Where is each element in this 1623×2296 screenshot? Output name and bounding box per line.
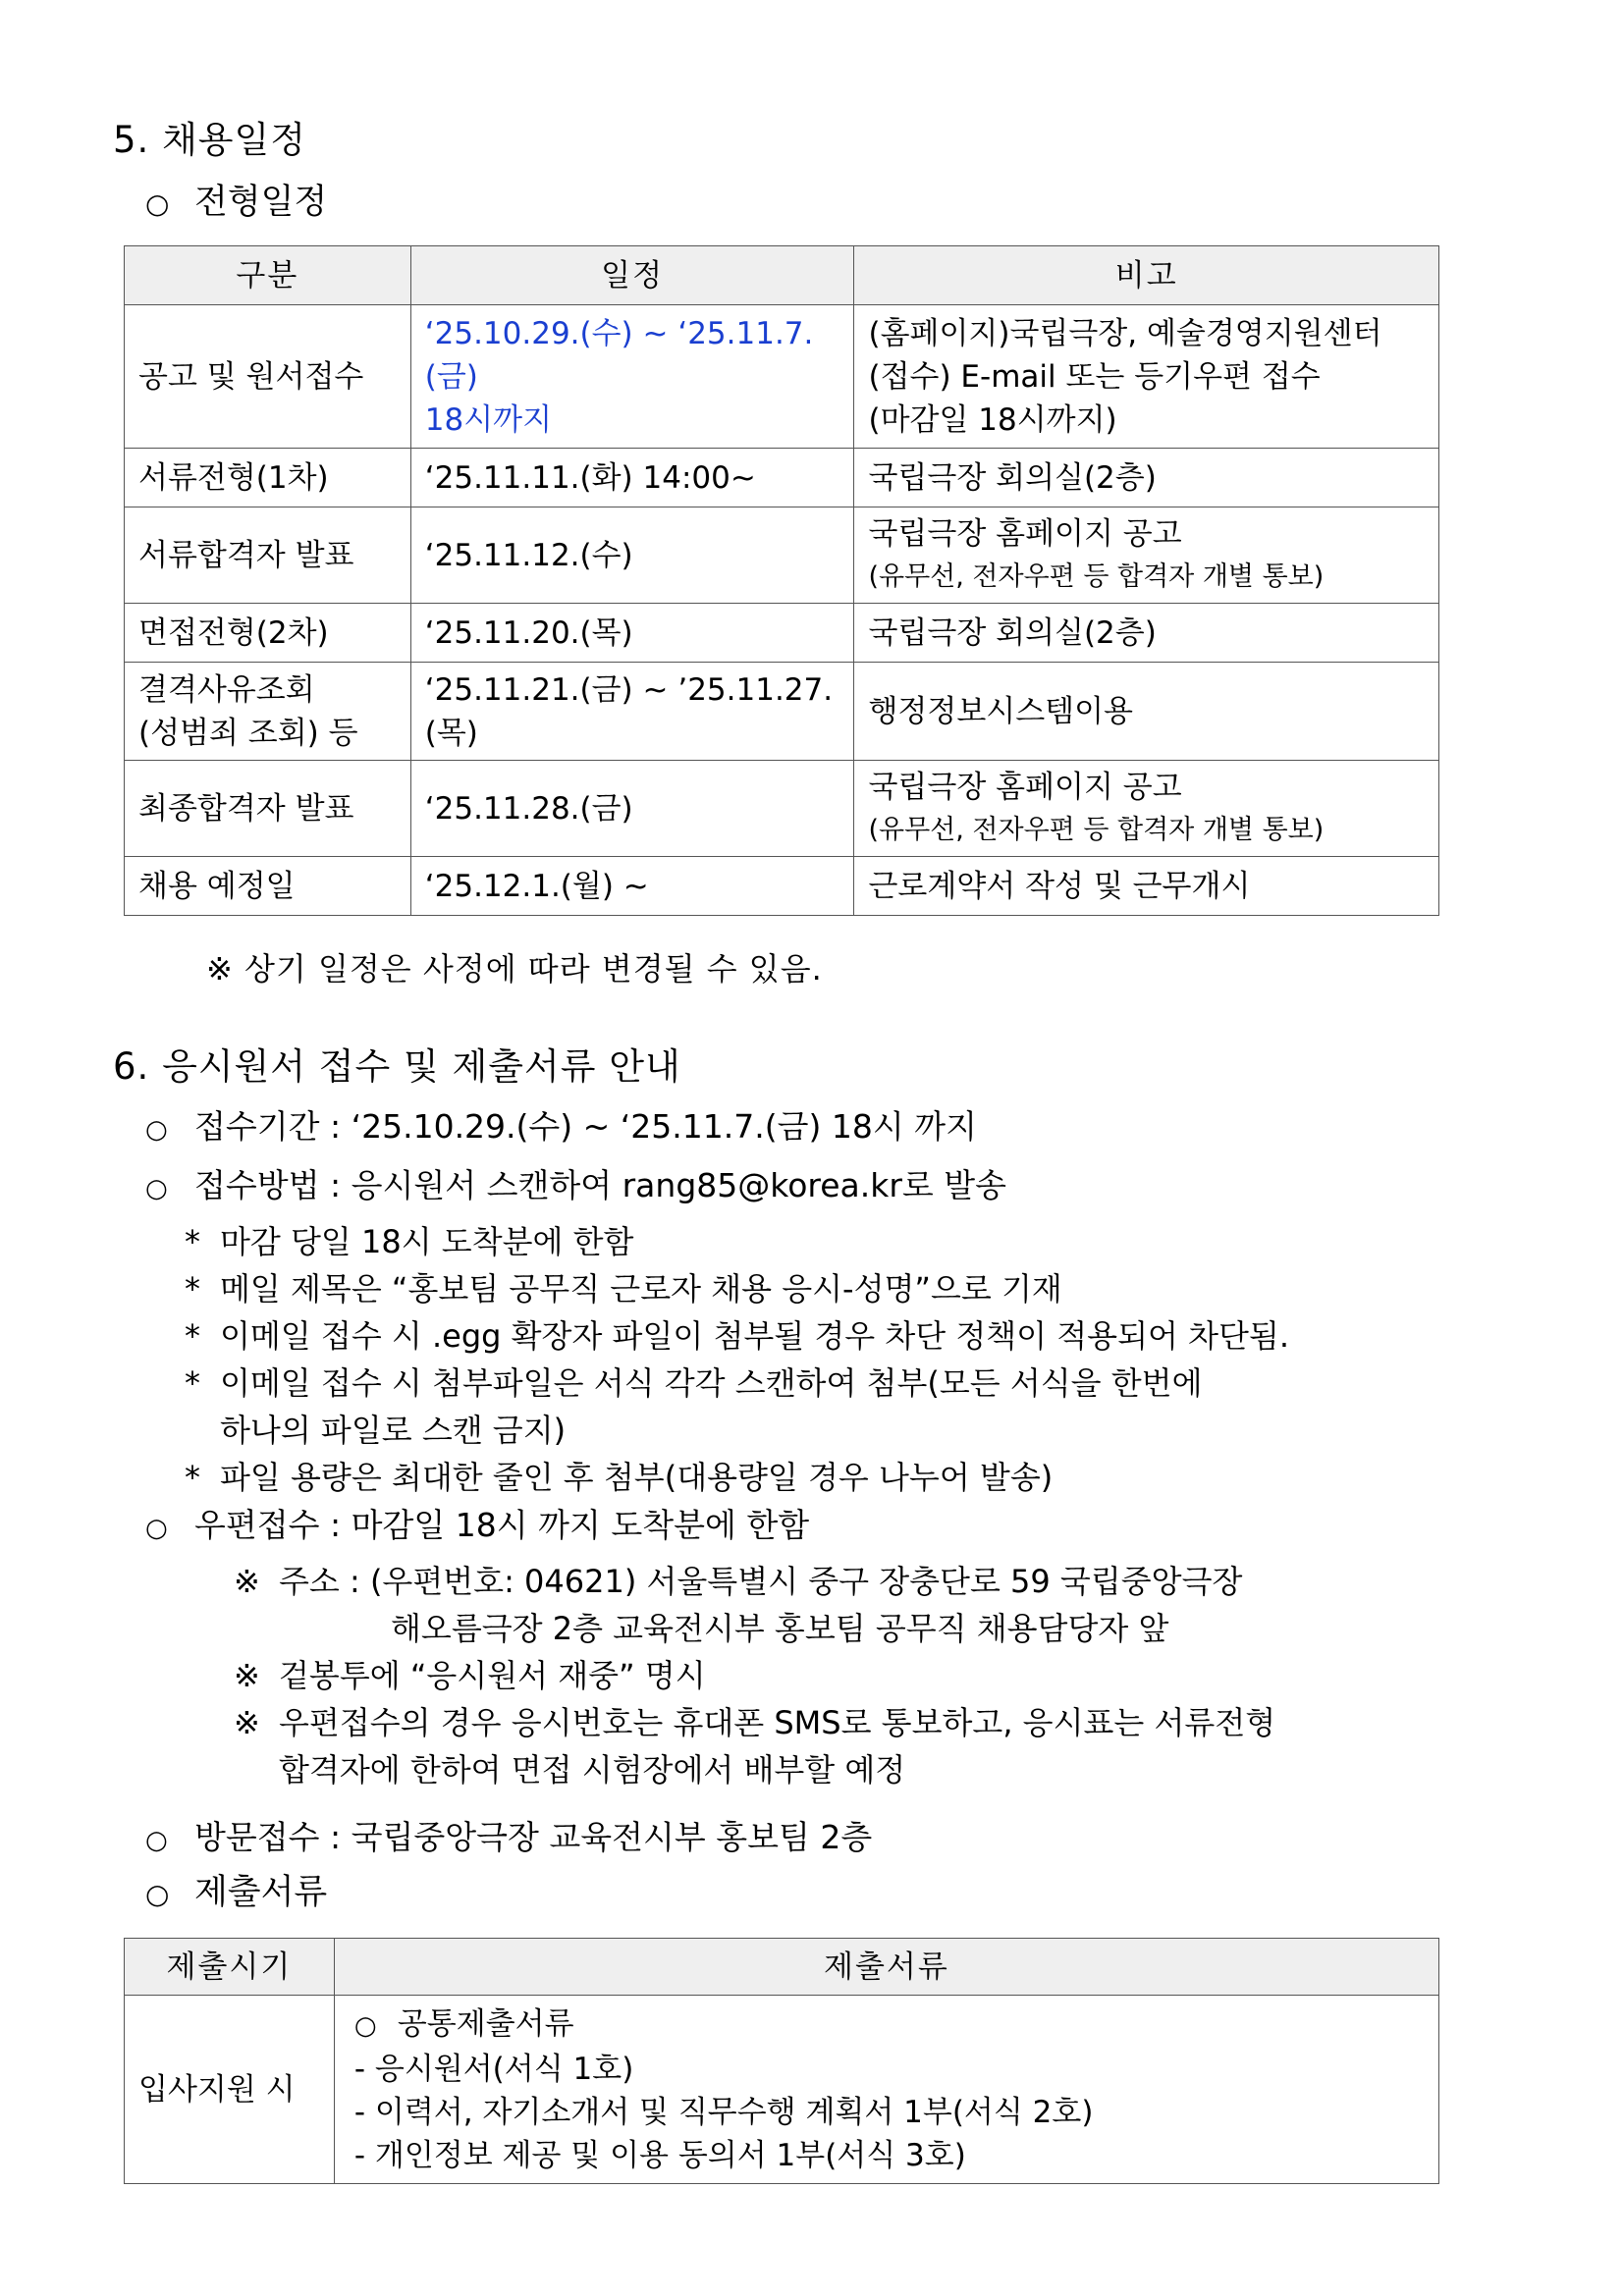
note-line: (마감일 18시까지) [868, 401, 1117, 438]
documents-table [124, 1938, 1439, 2184]
note-cell [854, 507, 1439, 604]
schedule-cell: ‘25.11.28.(금) [410, 761, 854, 857]
note-cell: 행정정보시스템이용 [854, 663, 1439, 761]
doc-item: - 응시원서(서식 1호) [353, 2051, 634, 2087]
reference-mark-icon: ※ [234, 1563, 260, 1600]
table-header-row [125, 1939, 1439, 1996]
sms-text: 우편접수의 경우 응시번호는 휴대폰 SMS로 통보하고, 응시표는 서류전형 [279, 1704, 1276, 1741]
note-line: 국립극장 홈페이지 공고 [868, 515, 1182, 552]
category-line: (성범죄 조회) 등 [138, 715, 358, 751]
category-cell: 최종합격자 발표 [125, 761, 411, 857]
subitem-text: 메일 제목은 “홍보팀 공무직 근로자 채용 응시-성명”으로 기재 [220, 1270, 1062, 1308]
doc-item: - 이력서, 자기소개서 및 직무수행 계획서 1부(서식 2호) [353, 2094, 1094, 2130]
address-line: 주소 : (우편번호: 04621) 서울특별시 중구 장충단로 59 국립중앙극장 [279, 1563, 1243, 1600]
docs-subtitle-text: 제출서류 [194, 1873, 328, 1912]
schedule-cell [410, 305, 854, 449]
schedule-line: ‘25.10.29.(수) ~ ‘25.11.7.(금) [424, 315, 814, 395]
note-line: (홈페이지)국립극장, 예술경영지원센터 [868, 315, 1382, 351]
visit-text: 방문접수 : 국립중앙극장 교육전시부 홍보팀 2층 [194, 1818, 873, 1856]
section5-title: 5. 채용일정 [113, 119, 307, 161]
note-cell: 근로계약서 작성 및 근무개시 [854, 857, 1439, 916]
section6-title: 6. 응시원서 접수 및 제출서류 안내 [113, 1045, 681, 1088]
group-title-text: 공통제출서류 [397, 2005, 574, 2042]
address-note [234, 1557, 1242, 1602]
circle-bullet-icon: ○ [145, 187, 170, 220]
subitem-text: 이메일 접수 시 첨부파일은 서식 각각 스캔하여 첨부(모든 서식을 한번에 [220, 1364, 1203, 1402]
method-text: 접수방법 : 응시원서 스캔하여 rang85@korea.kr로 발송 [194, 1166, 1007, 1204]
header-cell: 일정 [410, 246, 854, 305]
method-subitem [185, 1264, 1062, 1309]
reference-mark-icon: ※ [234, 1657, 260, 1694]
circle-bullet-icon: ○ [145, 1115, 168, 1145]
asterisk-icon: * [185, 1364, 200, 1402]
method-item [145, 1160, 1006, 1206]
note-line: (접수) E-mail 또는 등기우편 접수 [868, 358, 1321, 395]
asterisk-icon: * [185, 1270, 200, 1308]
category-cell [125, 663, 411, 761]
header-cell: 제출서류 [334, 1939, 1438, 1996]
schedule-cell: ‘25.11.12.(수) [410, 507, 854, 604]
period-text: 접수기간 : ‘25.10.29.(수) ~ ‘25.11.7.(금) 18시 까지 [194, 1107, 977, 1146]
subitem-text: 파일 용량은 최대한 줄인 후 첨부(대용량일 경우 나누어 발송) [220, 1459, 1054, 1496]
circle-bullet-icon: ○ [145, 1514, 168, 1543]
method-subitem [185, 1453, 1053, 1498]
category-cell: 서류전형(1차) [125, 449, 411, 507]
docs-subtitle [145, 1865, 327, 1914]
visit-item [145, 1812, 872, 1858]
reference-mark-icon: ※ [234, 1704, 260, 1741]
asterisk-icon: * [185, 1223, 200, 1260]
note-line: (유무선, 전자우편 등 합격자 개별 통보) [868, 814, 1325, 845]
category-cell: 채용 예정일 [125, 857, 411, 916]
category-cell: 서류합격자 발표 [125, 507, 411, 604]
table-row [125, 604, 1439, 663]
schedule-line: 18시까지 [424, 401, 553, 438]
table-row [125, 1996, 1439, 2184]
post-text: 우편접수 : 마감일 18시 까지 도착분에 한함 [194, 1506, 810, 1544]
category-cell: 공고 및 원서접수 [125, 305, 411, 449]
category-cell: 면접전형(2차) [125, 604, 411, 663]
method-subitem [185, 1217, 633, 1262]
envelope-text: 겉봉투에 “응시원서 재중” 명시 [279, 1657, 706, 1694]
envelope-note [234, 1651, 706, 1696]
doc-item: - 개인정보 제공 및 이용 동의서 1부(서식 3호) [353, 2137, 966, 2173]
category-line: 결격사유조회 [138, 671, 315, 708]
schedule-cell: ‘25.11.11.(화) 14:00~ [410, 449, 854, 507]
method-subitem [185, 1359, 1202, 1404]
table-header-row [125, 246, 1439, 305]
header-cell: 비고 [854, 246, 1439, 305]
sms-note-line-2: 합격자에 한하여 면접 시험장에서 배부할 예정 [279, 1751, 906, 1789]
circle-bullet-icon: ○ [145, 1826, 168, 1855]
table-row [125, 507, 1439, 604]
sms-note [234, 1698, 1275, 1743]
note-cell [854, 761, 1439, 857]
subitem-text: 마감 당일 18시 도착분에 한함 [220, 1223, 634, 1260]
table-row [125, 663, 1439, 761]
note-line: 국립극장 홈페이지 공고 [868, 769, 1182, 805]
section5-subtitle [145, 175, 327, 224]
period-item [145, 1101, 977, 1148]
documents-cell [334, 1996, 1438, 2184]
note-cell: 국립극장 회의실(2층) [854, 449, 1439, 507]
post-item [145, 1500, 809, 1546]
schedule-table [124, 245, 1439, 916]
circle-bullet-icon: ○ [145, 1174, 168, 1203]
table-row [125, 857, 1439, 916]
schedule-cell: ‘25.12.1.(월) ~ [410, 857, 854, 916]
asterisk-icon: * [185, 1317, 200, 1355]
doc-group-title [354, 2002, 1425, 2048]
table-row [125, 305, 1439, 449]
method-subitem-continuation: 하나의 파일로 스캔 금지) [220, 1412, 567, 1449]
circle-bullet-icon: ○ [145, 1878, 170, 1910]
timing-cell: 입사지원 시 [125, 1996, 335, 2184]
schedule-footnote: ※ 상기 일정은 사정에 따라 변경될 수 있음. [206, 950, 823, 988]
note-line: (유무선, 전자우편 등 합격자 개별 통보) [868, 561, 1325, 592]
header-cell: 구분 [125, 246, 411, 305]
header-cell: 제출시기 [125, 1939, 335, 1996]
circle-bullet-icon: ○ [353, 2010, 377, 2041]
table-row [125, 449, 1439, 507]
note-cell [854, 305, 1439, 449]
asterisk-icon: * [185, 1459, 200, 1496]
note-cell: 국립극장 회의실(2층) [854, 604, 1439, 663]
subtitle-text: 전형일정 [194, 183, 328, 222]
schedule-cell: ‘25.11.21.(금) ~ ’25.11.27.(목) [410, 663, 854, 761]
address-line-2: 해오름극장 2층 교육전시부 홍보팀 공무직 채용담당자 앞 [391, 1610, 1169, 1647]
table-row [125, 761, 1439, 857]
schedule-cell: ‘25.11.20.(목) [410, 604, 854, 663]
method-subitem [185, 1311, 1289, 1357]
subitem-text: 이메일 접수 시 .egg 확장자 파일이 첨부될 경우 차단 정책이 적용되어 차단됨. [220, 1317, 1289, 1355]
